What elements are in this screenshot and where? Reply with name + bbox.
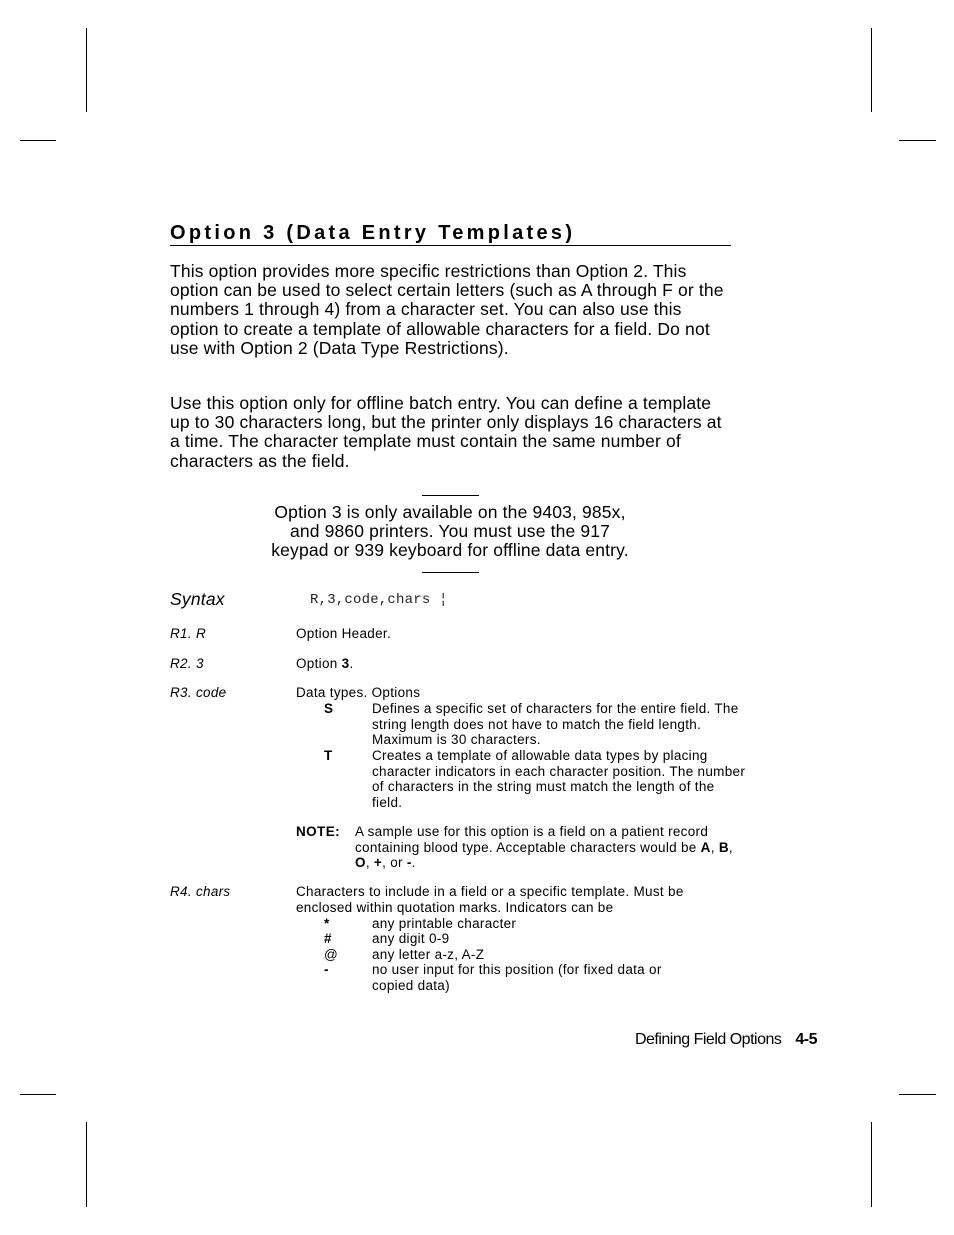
note-rule-top (422, 495, 479, 496)
option-key-t: T (324, 748, 333, 763)
indicator-key-at: @ (324, 947, 338, 962)
param-label-r2: R2. 3 (170, 656, 204, 671)
option-desc-s: Defines a specific set of characters for the entire field. The string length does not have to match the field length. Maximum is 30 characters. (372, 701, 739, 748)
option-desc-t: Creates a template of allowable data types by placing character indicators in each character position. The number of characters in the string must match the length of the field. (372, 748, 746, 810)
note-text (355, 824, 735, 871)
note-char: O (355, 855, 366, 871)
crop-mark-top-right-vertical (871, 28, 872, 112)
crop-mark-bottom-left-horizontal (20, 1094, 56, 1095)
crop-mark-top-right-horizontal (899, 140, 936, 141)
option-key-s: S (324, 701, 334, 716)
syntax-code: R,3,code,chars ¦ (310, 592, 448, 608)
indicator-desc-at: any letter a-z, A-Z (372, 947, 485, 962)
note-rule-bottom (422, 572, 479, 573)
param-desc-r3: Data types. Options (296, 685, 421, 700)
note-separator: , (710, 839, 719, 855)
title-underline (170, 245, 731, 246)
indicator-key-dash: - (324, 962, 329, 977)
availability-note-line: Option 3 is only available on the 9403, 985x, (274, 502, 626, 522)
indicator-desc-hash: any digit 0-9 (372, 931, 450, 946)
indicator-key-hash: # (324, 931, 332, 946)
syntax-label: Syntax (170, 589, 225, 609)
section-title: Option 3 (Data Entry Templates) (170, 222, 576, 244)
crop-mark-bottom-left-vertical (86, 1122, 87, 1207)
param-label-r4: R4. chars (170, 884, 231, 899)
crop-mark-top-left-horizontal (20, 140, 56, 141)
note-char: - (406, 855, 412, 871)
param-desc-r2-end: . (349, 656, 354, 671)
crop-mark-bottom-right-horizontal (899, 1094, 936, 1095)
param-desc-r2 (296, 656, 736, 672)
availability-note-line: keypad or 939 keyboard for offline data entry. (271, 540, 629, 561)
footer-section-title: Defining Field Options (634, 1031, 782, 1048)
note-separator: , or (382, 855, 407, 871)
param-label-r3: R3. code (170, 685, 227, 700)
note-separator: , (728, 839, 733, 855)
paragraph-intro: This option provides more specific restrictions than Option 2. This option can be used to select certain letters (such as A through F or the numbers 1 through 4) from a character set. You can also use this option to create a template of allowable characters for a field. Do not use with Option 2 (Data Type Restrictions). (170, 261, 724, 358)
param-label-r1: R1. R (170, 626, 207, 641)
crop-mark-bottom-right-vertical (871, 1122, 872, 1207)
indicator-desc-dash: no user input for this position (for fixed data or copied data) (372, 962, 662, 993)
note-char: A (700, 839, 711, 855)
note-char: B (718, 839, 729, 855)
note-label: NOTE: (296, 824, 340, 839)
paragraph-offline-usage: Use this option only for offline batch entry. You can define a template up to 30 characters long, but the printer only displays 16 characters at a time. The character template must contain the same number of characters as the field. (170, 393, 722, 471)
note-separator: , (365, 855, 374, 871)
param-desc-r4: Characters to include in a field or a specific template. Must be enclosed within quotation marks. Indicators can be (296, 884, 684, 915)
page-footer (600, 1031, 817, 1049)
crop-mark-top-left-vertical (86, 28, 87, 112)
param-desc-r2-value: 3 (341, 656, 350, 671)
availability-note (250, 503, 650, 561)
availability-note-line: and 9860 printers. You must use the 917 (289, 521, 611, 542)
indicator-desc-asterisk: any printable character (372, 916, 517, 931)
indicator-key-asterisk: * (324, 916, 330, 931)
page-number: 4-5 (795, 1031, 817, 1048)
param-desc-r2-text: Option (296, 656, 342, 671)
note-char: + (373, 855, 383, 871)
param-desc-r1: Option Header. (296, 626, 392, 641)
note-text-body: A sample use for this option is a field on a patient record containing blood type. Acceptable characters would be (355, 824, 709, 855)
note-end: . (411, 855, 416, 871)
